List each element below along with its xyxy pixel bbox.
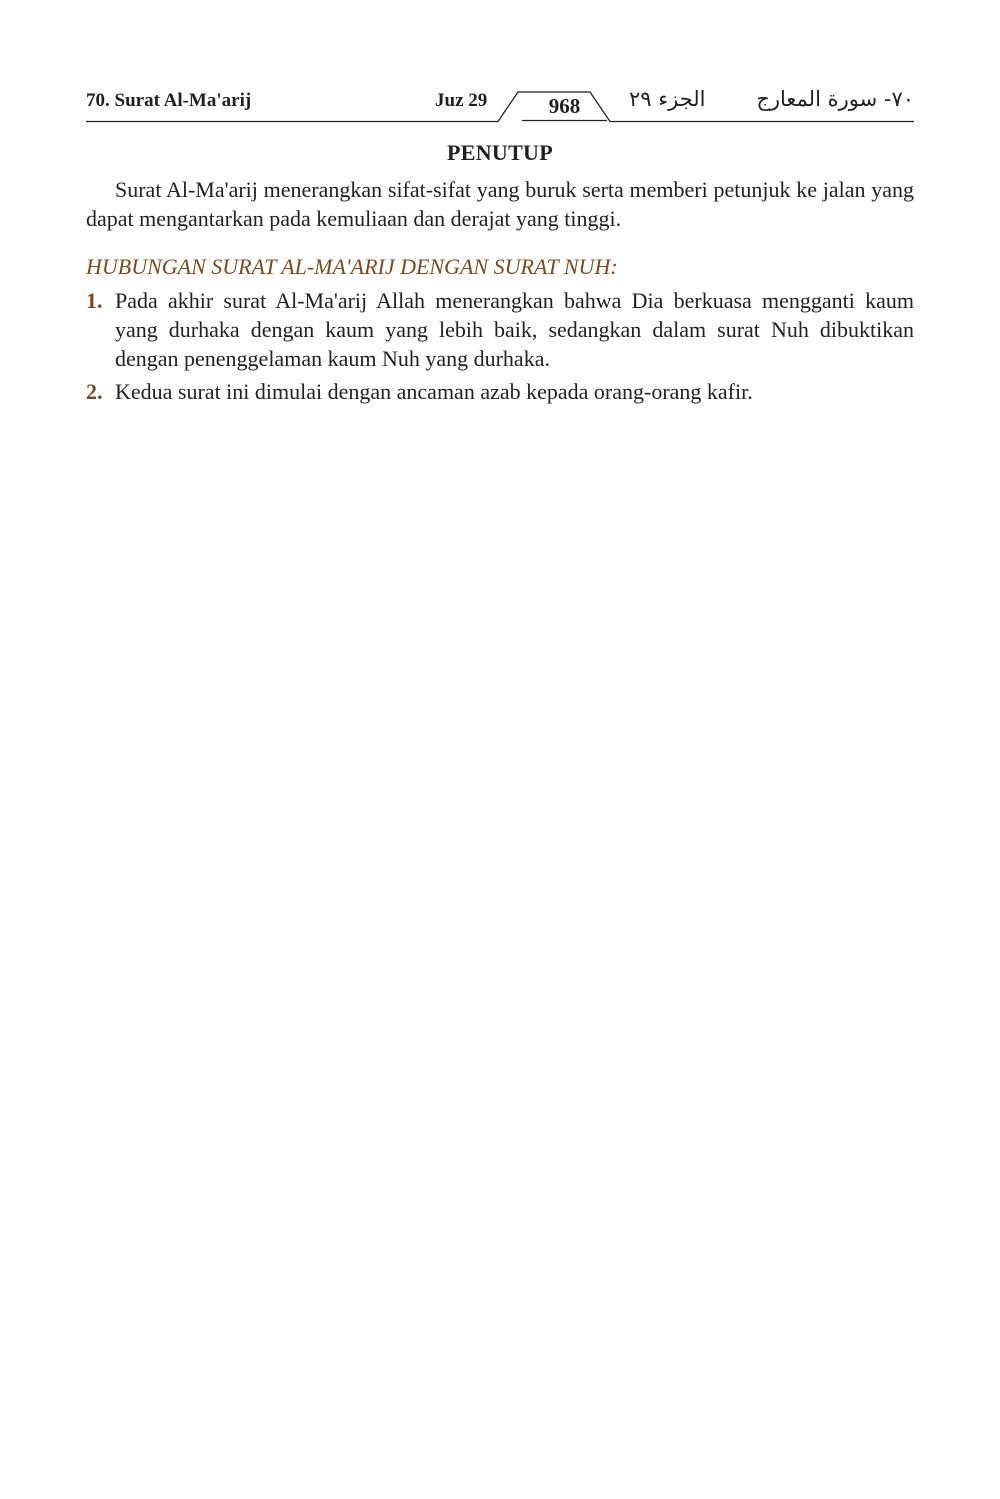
list-item-number: 2. [86, 379, 103, 404]
relation-list [86, 286, 914, 410]
list-item-number: 1. [86, 288, 103, 313]
list-item [86, 377, 914, 406]
page-number: 968 [548, 94, 581, 118]
header-juz-arabic: الجزء ٢٩ [629, 87, 706, 111]
page-header [86, 84, 914, 128]
list-item [86, 286, 914, 373]
section-title: PENUTUP [447, 140, 553, 165]
list-item-text: Kedua surat ini dimulai dengan ancaman azab kepada orang-orang kafir. [115, 379, 753, 404]
header-juz-latin: Juz 29 [435, 90, 488, 111]
header-surah-latin: 70. Surat Al-Ma'arij [86, 90, 252, 111]
relation-heading: HUBUNGAN SURAT AL-MA'ARIJ DENGAN SURAT NUH: [86, 254, 618, 279]
header-surah-arabic: ٧٠- سورة المعارج [756, 87, 914, 111]
list-item-text: Pada akhir surat Al-Ma'arij Allah menerangkan bahwa Dia berkuasa mengganti kaum yang durhaka dengan kaum yang lebih baik, sedangkan dalam surat Nuh dibuktikan dengan penenggelaman kaum Nuh yang durhaka. [115, 288, 914, 371]
closing-paragraph: Surat Al-Ma'arij menerangkan sifat-sifat yang buruk serta memberi petunjuk ke jalan yang dapat mengantarkan pada kemuliaan dan derajat yang tinggi. [86, 177, 914, 231]
